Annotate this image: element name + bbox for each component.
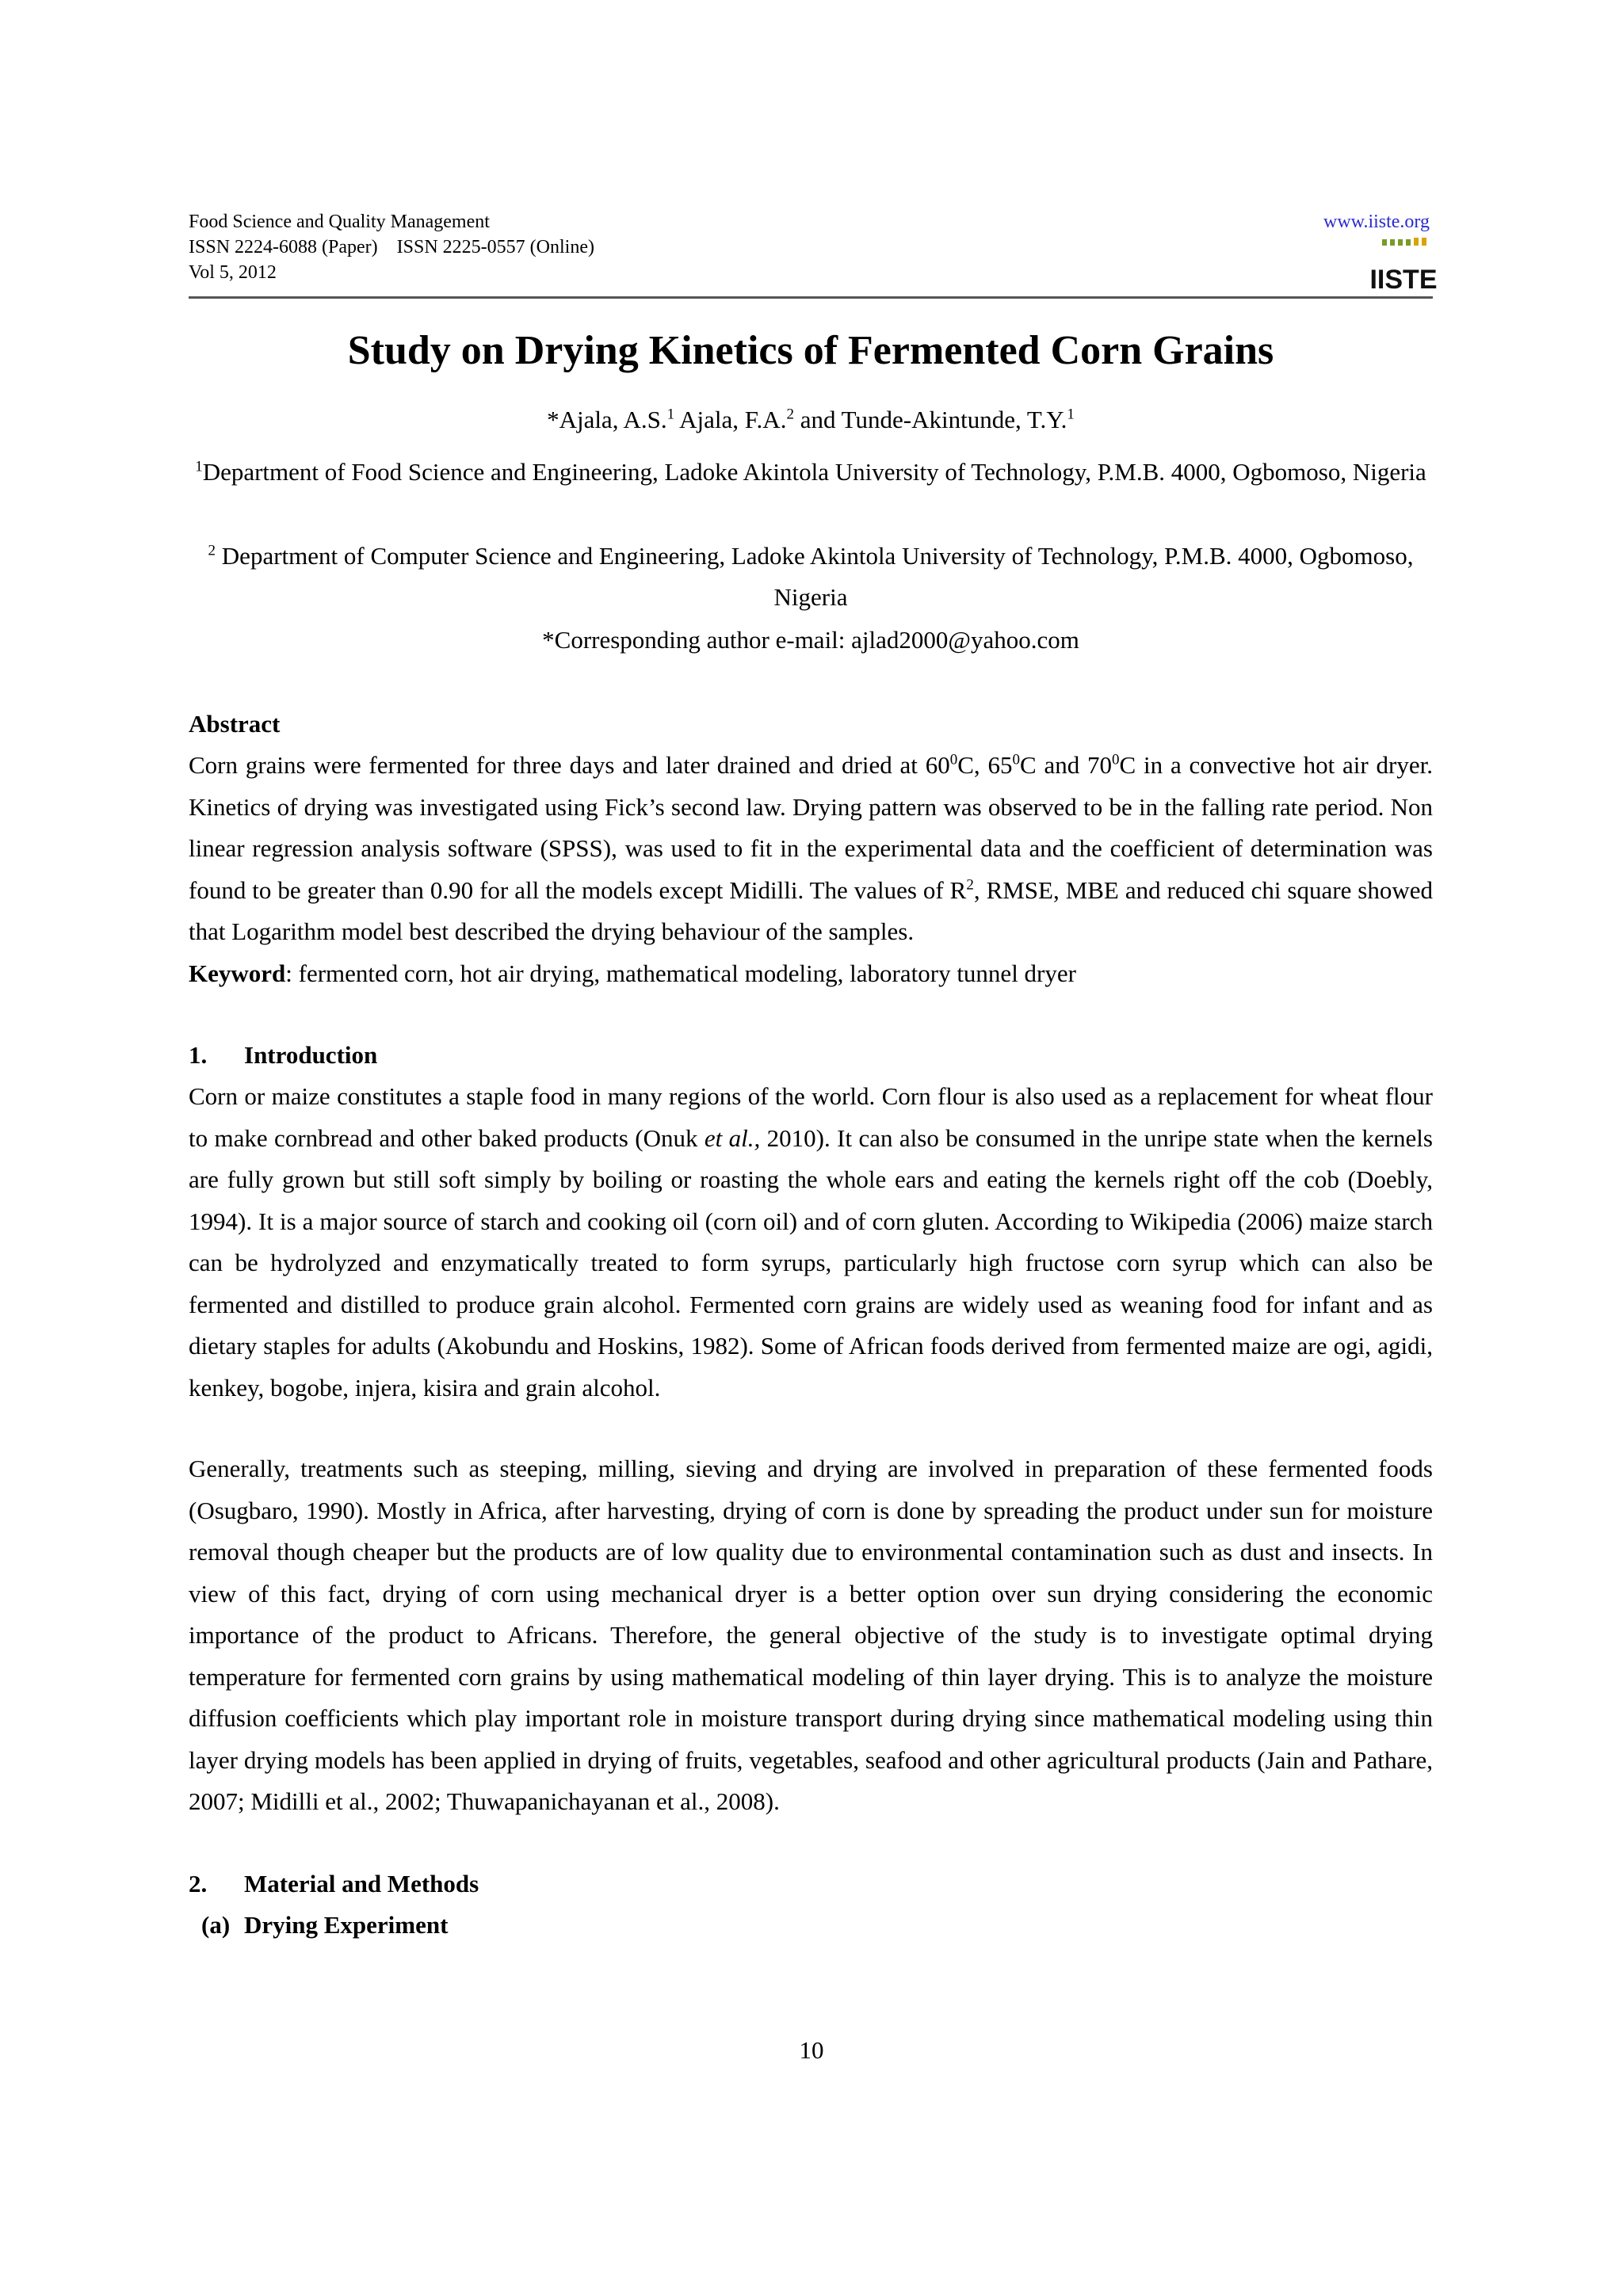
iiste-logo xyxy=(1369,238,1438,295)
page-number: 10 xyxy=(799,2036,824,2064)
keyword-label: Keyword xyxy=(189,959,286,987)
journal-name: Food Science and Quality Management xyxy=(189,212,490,232)
abstract-text: Corn grains were fermented for three days and later drained and dried at $60^0C$, $65^0C$ and $70^0C$ in a convective hot air dryer. Kinetics of drying was investigated using Fick’s second law. Drying pattern was observed to be in the falling rate period. Non linear regression analysis software (SPSS), was used to fit in the experimental data and the coefficient of determination was found to be greater than 0.90 for all the models except Midilli. The values of $R^2$, RMSE, MBE and reduced chi square showed that Logarithm model best described the drying behaviour of the samples. Keyword: fermented corn, hot air drying, mathematical modeling, laboratory tunnel dryer xyxy=(189,751,1433,987)
intro-heading: 1. Introduction xyxy=(189,1041,378,1069)
drying-experiment-heading: (a) Drying Experiment xyxy=(201,1911,449,1939)
abstract-heading: Abstract xyxy=(189,710,281,738)
corresponding-email: *Corresponding author e-mail: ajlad2000@yahoo.com xyxy=(542,626,1079,654)
volume-line: Vol 5, 2012 xyxy=(189,262,277,283)
affiliation-1: $^1$Department of Food Science and Engineering, Ladoke Akintola University of Technology, P.M.B. 4000, Ogbomoso, Nigeria xyxy=(195,458,1426,486)
journal-url-link[interactable]: www.iiste.org xyxy=(1323,212,1430,232)
intro-paragraph-1: Corn or maize constitutes a staple food in many regions of the world. Corn flour is also used as a replacement for wheat flour to make cornbread and other baked products (Onuk et al., 2010). It can also be consumed in the unripe state when the kernels are fully grown but still soft simply by boiling or roasting the whole ears and eating the kernels right off the cob (Doebly, 1994). It is a major source of starch and cooking oil (corn oil) and of corn gluten. According to Wikipedia (2006) maize starch can be hydrolyzed and enzymatically treated to form syrups, particularly high fructose corn syrup which can also be fermented and distilled to produce grain alcohol. Fermented corn grains are widely used as weaning food for infant and as dietary staples for adults (Akobundu and Hoskins, 1982). Some of African foods derived from fermented maize are ogi, agidi, kenkey, bogobe, injera, kisira and grain alcohol. xyxy=(189,1082,1433,1402)
methods-heading: 2. Material and Methods xyxy=(189,1870,479,1897)
journal-header xyxy=(189,209,594,285)
keyword-text: : fermented corn, hot air drying, mathematical modeling, laboratory tunnel dryer xyxy=(285,959,1076,987)
svg-text:IISTE: IISTE xyxy=(1369,265,1438,295)
header-divider xyxy=(189,296,1433,299)
intro-paragraph-2: Generally, treatments such as steeping, milling, sieving and drying are involved in preparation of these fermented foods (Osugbaro, 1990). Mostly in Africa, after harvesting, drying of corn is done by spreading the product under sun for moisture removal though cheaper but the products are of low quality due to environmental contamination such as dust and insects. In view of this fact, drying of corn using mechanical dryer is a better option over sun drying considering the economic importance of the product to Africans. Therefore, the general objective of the study is to investigate optimal drying temperature for fermented corn grains by using mathematical modeling of thin layer drying. This is to analyze the moisture diffusion coefficients which play important role in moisture transport during drying since mathematical modeling using thin layer drying models has been applied in drying of fruits, vegetables, seafood and other agricultural products (Jain and Pathare, 2007; Midilli et al., 2002; Thuwapanichayanan et al., 2008). xyxy=(189,1455,1433,1815)
author-line: *Ajala, A.S.$^1$ Ajala, F.A.$^2$ and Tunde-Akintunde, T.Y.$^1$ xyxy=(547,406,1075,433)
paper-title: Study on Drying Kinetics of Fermented Corn Grains xyxy=(347,328,1274,373)
affiliation-2: $^2$ Department of Computer Science and Engineering, Ladoke Akintola University of Technology, P.M.B. 4000, Ogbomoso, Nigeria xyxy=(208,542,1414,611)
issn-line: ISSN 2224-6088 (Paper) ISSN 2225-0557 (Online) xyxy=(189,237,594,257)
